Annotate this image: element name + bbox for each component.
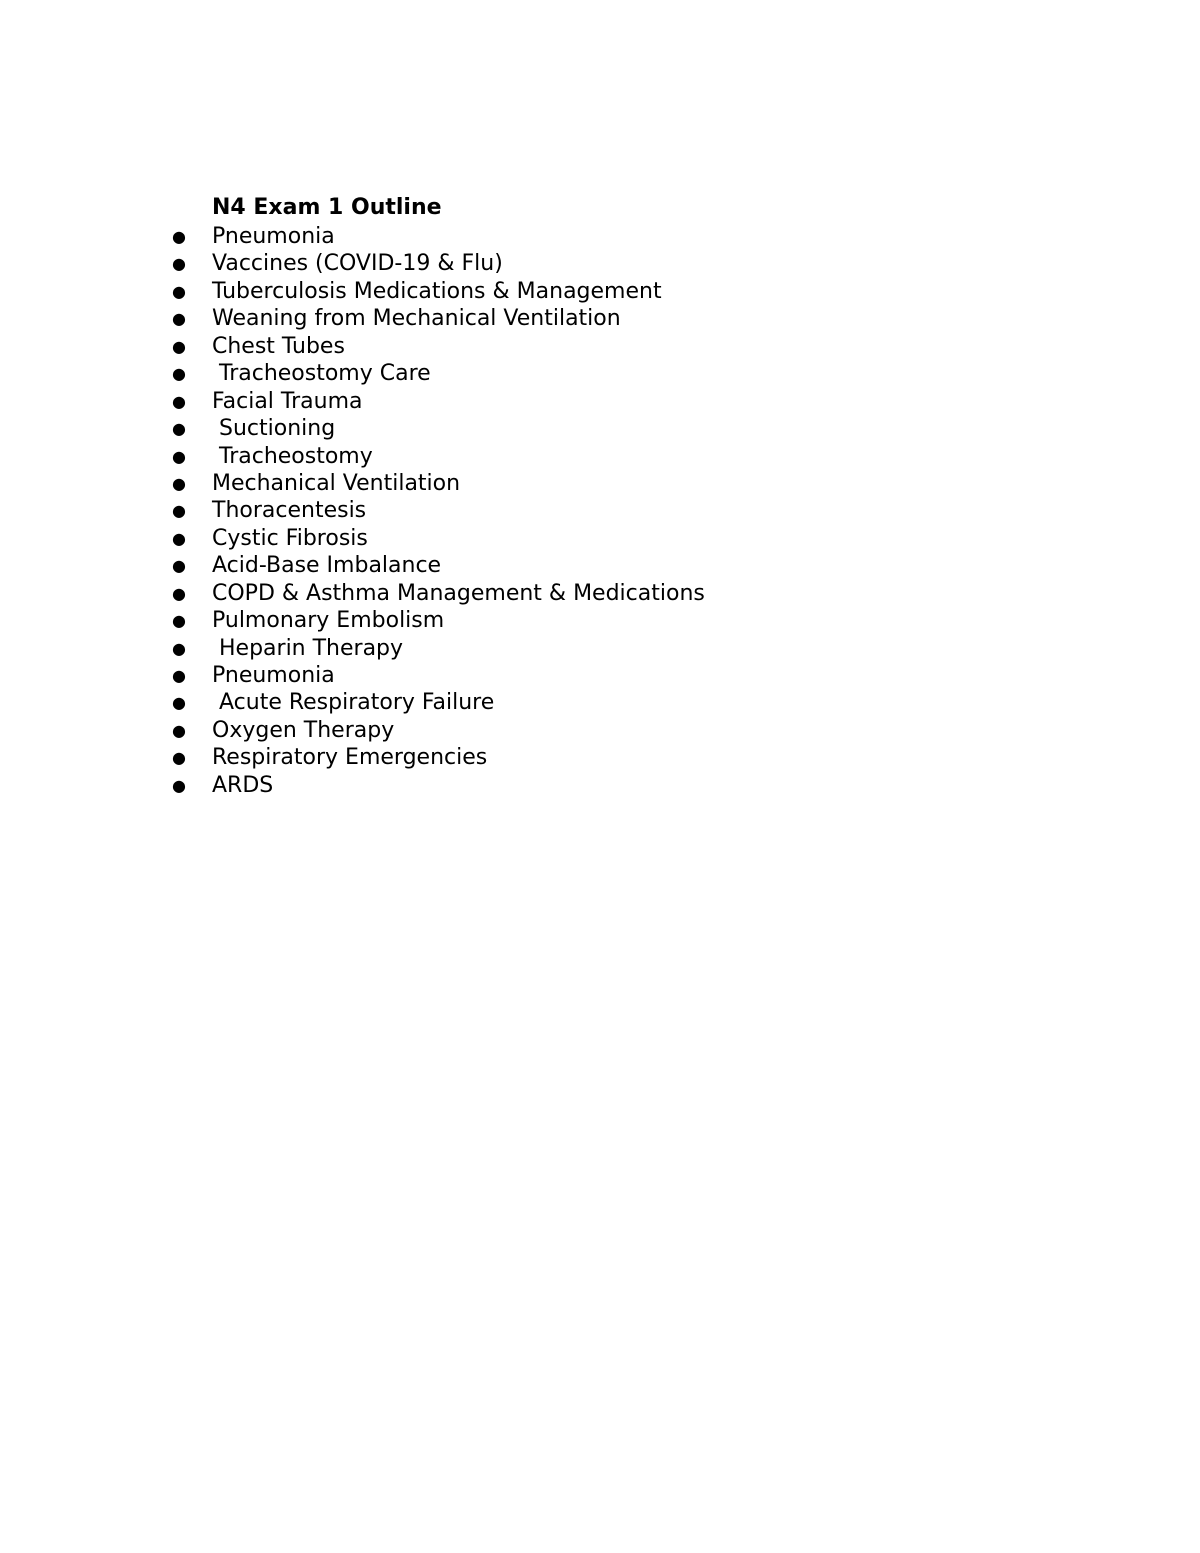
bullet-icon: ●: [172, 748, 186, 768]
bullet-icon: ●: [172, 254, 186, 274]
bullet-icon: ●: [172, 446, 186, 466]
list-item-text: Suctioning: [212, 416, 336, 442]
bullet-icon: ●: [172, 775, 186, 795]
document-title: N4 Exam 1 Outline: [212, 195, 442, 220]
list-item-text: Tuberculosis Medications & Management: [212, 278, 662, 304]
list-item-text: Cystic Fibrosis: [212, 525, 368, 551]
bullet-icon: ●: [172, 419, 186, 439]
bullet-icon: ●: [172, 281, 186, 301]
bullet-icon: ●: [172, 556, 186, 576]
bullet-icon: ●: [172, 391, 186, 411]
bullet-icon: ●: [172, 638, 186, 658]
list-item-text: Oxygen Therapy: [212, 717, 395, 743]
list-item-text: Mechanical Ventilation: [212, 470, 461, 496]
bullet-icon: ●: [172, 336, 186, 356]
bullet-icon: ●: [172, 227, 186, 246]
list-item-text: Weaning from Mechanical Ventilation: [212, 306, 621, 332]
bullet-icon: ●: [172, 528, 186, 548]
list-item-text: Facial Trauma: [212, 388, 363, 414]
list-item-text: COPD & Asthma Management & Medications: [212, 580, 705, 606]
bullet-icon: ●: [172, 693, 186, 713]
list-item-text: Acute Respiratory Failure: [212, 690, 495, 716]
bullet-icon: ●: [172, 309, 186, 329]
list-item-text: Respiratory Emergencies: [212, 745, 488, 771]
bullet-icon: ●: [172, 473, 186, 493]
bullet-icon: ●: [172, 501, 186, 521]
list-item-text: Thoracentesis: [212, 498, 367, 524]
bullet-icon: ●: [172, 583, 186, 603]
list-item-text: Pulmonary Embolism: [212, 608, 445, 634]
bullet-icon: ●: [172, 364, 186, 384]
list-item-text: Chest Tubes: [212, 333, 345, 359]
list-item-text: ARDS: [212, 772, 274, 798]
bullet-icon: ●: [172, 611, 186, 631]
list-item-text: Heparin Therapy: [212, 635, 404, 661]
list-item-text: Pneumonia: [212, 663, 335, 688]
bullet-icon: ●: [172, 720, 186, 740]
list-item-text: Pneumonia: [212, 224, 335, 249]
bullet-icon: ●: [172, 666, 186, 685]
list-item-text: Tracheostomy: [212, 443, 373, 469]
list-item-text: Tracheostomy Care: [212, 361, 431, 387]
list-item-text: Acid-Base Imbalance: [212, 553, 442, 579]
list-item-text: Vaccines (COVID-19 & Flu): [212, 251, 503, 277]
